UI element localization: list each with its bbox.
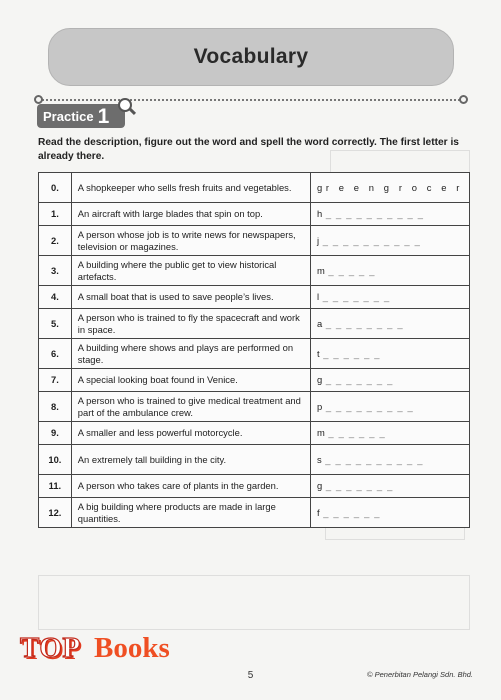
page-number: 5 — [247, 670, 254, 681]
logo-top-text: TOP — [20, 632, 81, 664]
answer-blanks: _ _ _ _ _ — [328, 264, 376, 276]
row-description: A person whose job is to write news for newspapers, television or magazines. — [71, 226, 310, 256]
answer-blanks: _ _ _ _ _ _ _ _ _ _ — [325, 208, 425, 220]
row-description: An aircraft with large blades that spin on top. — [71, 203, 310, 226]
answer-cell[interactable] — [310, 203, 469, 226]
row-description: A big building where products are made in large quantities. — [71, 498, 310, 528]
row-number: 11. — [39, 475, 72, 498]
row-number: 10. — [39, 445, 72, 475]
table-row — [39, 422, 470, 445]
answer-cell[interactable] — [310, 286, 469, 309]
answer-blanks: _ _ _ _ _ _ _ _ _ _ — [322, 234, 422, 246]
answer-blanks: _ _ _ _ _ _ — [328, 427, 386, 439]
answer-blanks: _ _ _ _ _ _ — [323, 347, 381, 359]
table-row — [39, 203, 470, 226]
row-number: 4. — [39, 286, 72, 309]
row-number: 1. — [39, 203, 72, 226]
practice-badge — [37, 104, 125, 128]
first-letter: m — [316, 427, 326, 439]
row-number: 8. — [39, 392, 72, 422]
first-letter: t — [316, 347, 321, 359]
row-number: 2. — [39, 226, 72, 256]
row-number: 6. — [39, 339, 72, 369]
practice-number: 1 — [97, 104, 110, 128]
table-row — [39, 256, 470, 286]
page-title: Vocabulary — [193, 45, 309, 68]
divider-cap-right — [459, 95, 468, 104]
answer-blanks: _ _ _ _ _ _ _ — [325, 480, 394, 492]
divider-cap-left — [34, 95, 43, 104]
answer-cell[interactable] — [310, 475, 469, 498]
logo-books-text: Books — [94, 632, 170, 664]
table-row — [39, 445, 470, 475]
answer-cell[interactable] — [310, 498, 469, 528]
answer-blanks: _ _ _ _ _ _ _ — [322, 291, 391, 303]
answer-cell[interactable] — [310, 422, 469, 445]
row-description: A person who is trained to fly the spacecraft and work in space. — [71, 309, 310, 339]
background-sketch — [38, 575, 470, 630]
row-description: A building where the public get to view historical artefacts. — [71, 256, 310, 286]
table-row — [39, 226, 470, 256]
answer-blanks: _ _ _ _ _ _ _ — [325, 374, 394, 386]
row-description: A special looking boat found in Venice. — [71, 369, 310, 392]
row-description: A person who takes care of plants in the garden. — [71, 475, 310, 498]
example-answer: r e e n g r o c e r — [325, 181, 463, 193]
row-number: 7. — [39, 369, 72, 392]
first-letter: f — [316, 506, 321, 518]
answer-blanks: _ _ _ _ _ _ — [323, 506, 381, 518]
table-row — [39, 173, 470, 203]
row-number: 3. — [39, 256, 72, 286]
table-row — [39, 339, 470, 369]
row-description: A small boat that is used to save people’s lives. — [71, 286, 310, 309]
instructions: Read the description, figure out the word and spell the word correctly. The first letter is already there. — [38, 137, 459, 162]
table-row — [39, 498, 470, 528]
row-description: A shopkeeper who sells fresh fruits and vegetables. — [71, 173, 310, 203]
answer-cell[interactable] — [310, 392, 469, 422]
copyright: © Penerbitan Pelangi Sdn. Bhd. — [366, 670, 473, 679]
answer-cell[interactable] — [310, 256, 469, 286]
row-description: A person who is trained to give medical treatment and part of the ambulance crew. — [71, 392, 310, 422]
answer-cell[interactable] — [310, 445, 469, 475]
table-row — [39, 475, 470, 498]
table-row — [39, 309, 470, 339]
answer-blanks: _ _ _ _ _ _ _ _ _ — [325, 400, 414, 412]
answer-cell[interactable] — [310, 309, 469, 339]
topbooks-logo — [20, 632, 220, 672]
row-number: 9. — [39, 422, 72, 445]
row-description: A smaller and less powerful motorcycle. — [71, 422, 310, 445]
answer-blanks: _ _ _ _ _ _ _ _ _ _ — [325, 453, 424, 465]
row-description: An extremely tall building in the city. — [71, 445, 310, 475]
title-banner-box — [48, 28, 454, 86]
answer-blanks: _ _ _ _ _ _ _ _ — [325, 317, 404, 329]
first-letter: a — [316, 317, 323, 329]
vocabulary-table — [38, 172, 470, 528]
table-row — [39, 286, 470, 309]
answer-cell[interactable] — [310, 226, 469, 256]
practice-label: Practice — [43, 108, 94, 124]
answer-cell[interactable] — [310, 369, 469, 392]
title-banner — [38, 28, 464, 90]
first-letter: g — [316, 480, 323, 492]
row-number: 0. — [39, 173, 72, 203]
answer-cell[interactable] — [310, 339, 469, 369]
dotted-divider — [38, 99, 464, 101]
row-number: 5. — [39, 309, 72, 339]
first-letter: p — [316, 400, 323, 412]
magnifier-icon — [118, 98, 136, 116]
first-letter: h — [316, 208, 323, 220]
table-row — [39, 392, 470, 422]
answer-cell[interactable] — [310, 173, 469, 203]
row-description: A building where shows and plays are performed on stage. — [71, 339, 310, 369]
first-letter: g — [316, 374, 323, 386]
first-letter: m — [316, 264, 326, 276]
first-letter: g — [316, 181, 323, 193]
first-letter: s — [316, 453, 323, 465]
row-number: 12. — [39, 498, 72, 528]
first-letter: j — [316, 234, 320, 246]
first-letter: l — [316, 291, 320, 303]
table-row — [39, 369, 470, 392]
